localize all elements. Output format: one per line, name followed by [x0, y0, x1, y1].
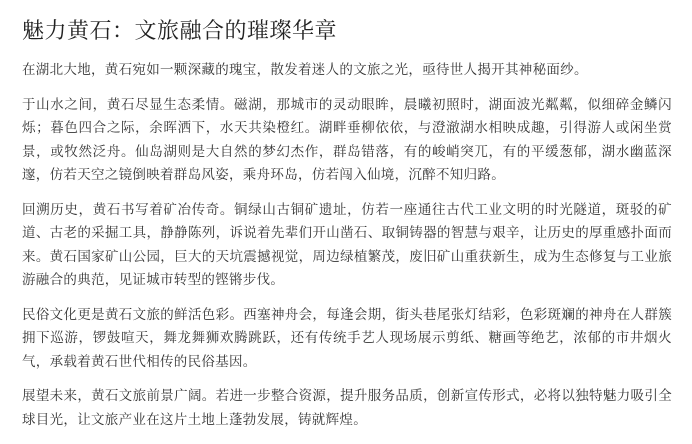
article-body: [22, 59, 672, 432]
article-title: 魅力黄石：文旅融合的璀璨华章: [22, 19, 338, 44]
paragraph-outlook: 展望未来，黄石文旅前景广阔。若进一步整合资源，提升服务品质，创新宣传形式，必将以独特魅力吸引全球目光，让文旅产业在这片土地上蓬勃发展，铸就辉煌。: [22, 388, 672, 428]
paragraph-landscape: 于山水之间，黄石尽显生态柔情。磁湖，那城市的灵动眼眸，晨曦初照时，湖面波光粼粼，似细碎金鳞闪烁；暮色四合之际，余晖洒下，水天共染橙红。湖畔垂柳依依，与澄澈湖水相映成趣，引得游人或闲坐赏景，或牧然泛舟。仙岛湖则是大自然的梦幻杰作，群岛错落，有的峻峭突兀，有的平缓葱郁，湖水幽蓝深邃，仿若天空之镜倒映着群岛风姿，乘舟环岛，仿若闯入仙境，沉醉不知归路。: [22, 96, 672, 183]
paragraph-intro: 在湖北大地，黄石宛如一颗深藏的瑰宝，散发着迷人的文旅之光，亟待世人揭开其神秘面纱。: [22, 62, 588, 78]
paragraph-folk-culture: 民俗文化更是黄石文旅的鲜活色彩。西塞神舟会，每逢会期，街头巷尾张灯结彩，色彩斑斓的神舟在人群簇拥下巡游，锣鼓喧天，舞龙舞狮欢腾跳跃，还有传统手艺人现场展示剪纸、糖画等绝艺，浓郁的市井烟火气，承载着黄石世代相传的民俗基因。: [22, 306, 672, 370]
paragraph-history: 回溯历史，黄石书写着矿冶传奇。铜绿山古铜矿遗址，仿若一座通往古代工业文明的时光隧道，斑驳的矿道、古老的采掘工具，静静陈列，诉说着先辈们开山凿石、取铜铸器的智慧与艰辛，让历史的厚重感扑面而来。黄石国家矿山公园，巨大的天坑震撼视觉，周边绿植繁茂，废旧矿山重获新生，成为生态修复与工业旅游融合的典范，见证城市转型的铿锵步伐。: [22, 201, 672, 288]
